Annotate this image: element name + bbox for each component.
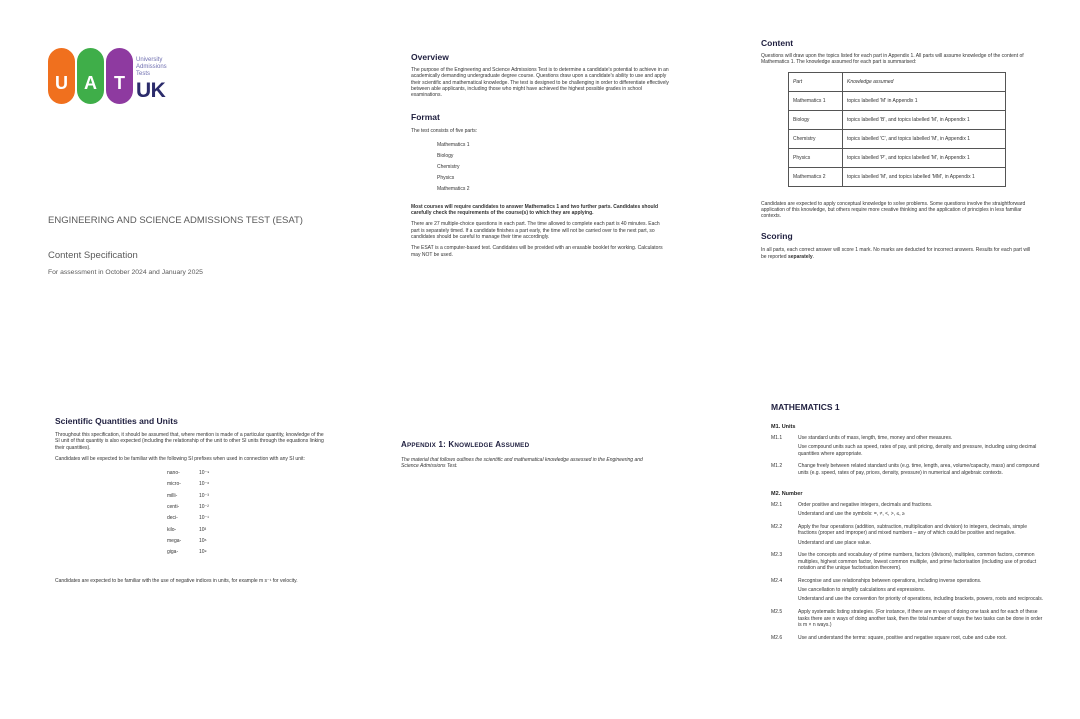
spec-item: M2.6 Use and understand the terms: square, positive and negative square root, cube and cube root. (771, 634, 1007, 641)
spec-item: M2.3 Use the concepts and vocabulary of prime numbers, factors (divisors), multiples, common factors, common multiples, highest common factor, lowest common multiple, and prime factorisation (including use of product notation and the unique factorisation theorem). (771, 552, 1037, 572)
format-heading: Format (411, 112, 440, 123)
format-parts-list (437, 140, 669, 195)
table-cell: topics labelled 'C', and topics labelled 'M', in Appendix 1 (843, 129, 1006, 148)
uat-uk-logo (48, 48, 188, 108)
table-cell: Biology (789, 110, 843, 129)
list-item: mega- 10⁶ (167, 537, 207, 544)
list-item: Biology (437, 152, 454, 159)
appendix-note: The material that follows outlines the scientific and mathematical knowledge assessed in the Engineering and Science Admissions Test. (401, 457, 643, 470)
spec-item: M1.2 Change freely between related standard units (e.g. time, length, area, volume/capacity, mass) and compound units (e.g. speed, rates of pay, prices, density, pressure) in numerical and algebraic contexts. (771, 463, 1040, 476)
assessment-date: For assessment in October 2024 and January 2025 (48, 269, 203, 276)
units-para1: Throughout this specification, it should be assumed that, where mention is made of a particular quantity, knowledge of the SI unit of that quantity is also expected (including the relationship of the unit to other SI units through the equations linking their quantities). (55, 432, 324, 451)
appendix-page (360, 360, 720, 719)
units-page (0, 360, 360, 719)
units-para2: Candidates will be expected to be familiar with the following SI prefixes when used in connection with any SI unit: (55, 455, 305, 462)
table-header-row (789, 72, 1006, 91)
si-prefix-list (167, 470, 325, 560)
table-header: Knowledge assumed (843, 72, 1006, 91)
table-row (789, 110, 1006, 129)
scoring-text: In all parts, each correct answer will score 1 mark. No marks are deducted for incorrect answers. Results for each part will be reported separately. (761, 247, 1031, 260)
list-item: deci- 10⁻¹ (167, 515, 209, 522)
list-item: centi- 10⁻² (167, 504, 209, 511)
table-row (789, 167, 1006, 186)
list-item: Mathematics 2 (437, 185, 470, 192)
content-conceptual: Candidates are expected to apply conceptual knowledge to solve problems. Some questions involve the straightforward application of this knowledge, but others require more creative thinking and the application of principles in less familiar contexts. (761, 200, 1026, 220)
units-para3: Candidates are expected to be familiar with the use of negative indices in units, for example m s⁻¹ for velocity. (55, 577, 298, 584)
content-page (720, 0, 1080, 360)
scoring-heading: Scoring (761, 231, 793, 242)
logo-t-pill: T (106, 48, 133, 104)
table-header: Part (789, 72, 843, 91)
content-heading: Content (761, 38, 794, 48)
table-row (789, 129, 1006, 148)
spec-item: M2.1 Order positive and negative integers, decimals and fractions. Understand and use the symbols: =, ≠, <, >, ≤, ≥ (771, 501, 933, 518)
appendix-heading: APPENDIX 1: KNOWLEDGE ASSUMED (401, 440, 530, 449)
list-item: Physics (437, 174, 455, 181)
table-cell: Physics (789, 148, 843, 167)
list-item: milli- 10⁻³ (167, 492, 209, 499)
m2-heading: M2. Number (771, 490, 803, 497)
table-cell: Chemistry (789, 129, 843, 148)
logo-u-pill: U (48, 48, 75, 104)
m1-heading: M1. Units (771, 424, 796, 430)
spec-item: M2.5 Apply systematic listing strategies. (For instance, if there are m ways of doing one task and for each of these tasks there are n ways of doing another task, then the total number of ways the two tasks can be done in order is m × n ways.) (771, 609, 1043, 628)
spec-item: M2.4 Recognise and use relationships between operations, including inverse operations. Use cancellation to simplify calculations and expressions. Understand and use the convention for priority of operations, including brackets, powers, roots and reciprocals. (771, 577, 1044, 603)
mathematics-page (720, 360, 1080, 719)
content-intro: Questions will draw upon the topics listed for each part in Appendix 1. All parts will assume knowledge of the content of Mathematics 1. The knowledge assumed for each part is summarised: (761, 53, 1024, 66)
list-item: Chemistry (437, 163, 460, 170)
table-row (789, 91, 1006, 110)
format-computer: The ESAT is a computer-based test. Candidates will be provided with an erasable booklet for working. Calculators may NOT be used. (411, 245, 663, 258)
units-heading: Scientific Quantities and Units (55, 416, 178, 426)
mathematics-heading: MATHEMATICS 1 (771, 402, 840, 412)
logo-uk-text: UK (136, 79, 166, 102)
overview-page (360, 0, 720, 360)
table-cell: Mathematics 1 (789, 91, 843, 110)
list-item: giga- 10⁹ (167, 549, 207, 556)
table-cell: topics labelled 'M', and topics labelled 'MM', in Appendix 1 (843, 167, 1006, 186)
list-item: Mathematics 1 (437, 141, 470, 148)
format-timing: There are 27 multiple-choice questions in each part. The time allowed to complete each part is 40 minutes. Each part is separately timed. If a candidate finishes a part early, the time will not be carried over to the next part, so candidates should be careful to manage their time accordingly. (411, 221, 660, 240)
document-title: ENGINEERING AND SCIENCE ADMISSIONS TEST (ESAT) (48, 215, 303, 226)
list-item: nano- 10⁻⁹ (167, 470, 210, 477)
list-item: kilo- 10³ (167, 526, 207, 533)
knowledge-table (788, 72, 1006, 187)
table-cell: topics labelled 'P', and topics labelled 'M', in Appendix 1 (843, 148, 1006, 167)
overview-paragraph: The purpose of the Engineering and Science Admissions Test is to determine a candidate's potential to achieve in an academically demanding undergraduate degree course. Questions draw upon a candidate's ability to use and apply their scientific and mathematical knowledge. The test is designed to be challenging in order to differentiate effectively between able applicants, including those who might have achieved the highest possible grades in school examinations. (411, 67, 669, 99)
format-intro: The test consists of five parts: (411, 128, 478, 135)
format-bold-note: Most courses will require candidates to answer Mathematics 1 and two further parts. Candidates should carefully check the requirements of the course(s) to which they are applying. (411, 203, 658, 217)
table-cell: topics labelled 'B', and topics labelled 'M', in Appendix 1 (843, 110, 1006, 129)
list-item: micro- 10⁻⁶ (167, 481, 210, 488)
logo-a-pill: A (77, 48, 104, 104)
spec-item: M1.1 Use standard units of mass, length, time, money and other measures. Use compound units such as speed, rates of pay, unit pricing, density and pressure, including using decimal quantities where appropriate. (771, 435, 1037, 457)
cover-page (0, 0, 360, 360)
table-cell: topics labelled 'M' in Appendix 1 (843, 91, 1006, 110)
logo-small-text: University Admissions Tests (136, 57, 167, 77)
overview-heading: Overview (411, 52, 449, 62)
spec-item: M2.2 Apply the four operations (addition, subtraction, multiplication and division) to integers, decimals, simple fractions (proper and improper) and mixed numbers – any of which could be positive and negative. Understand and use place value. (771, 524, 1028, 546)
table-cell: Mathematics 2 (789, 167, 843, 186)
table-row (789, 148, 1006, 167)
document-subtitle: Content Specification (48, 250, 138, 261)
